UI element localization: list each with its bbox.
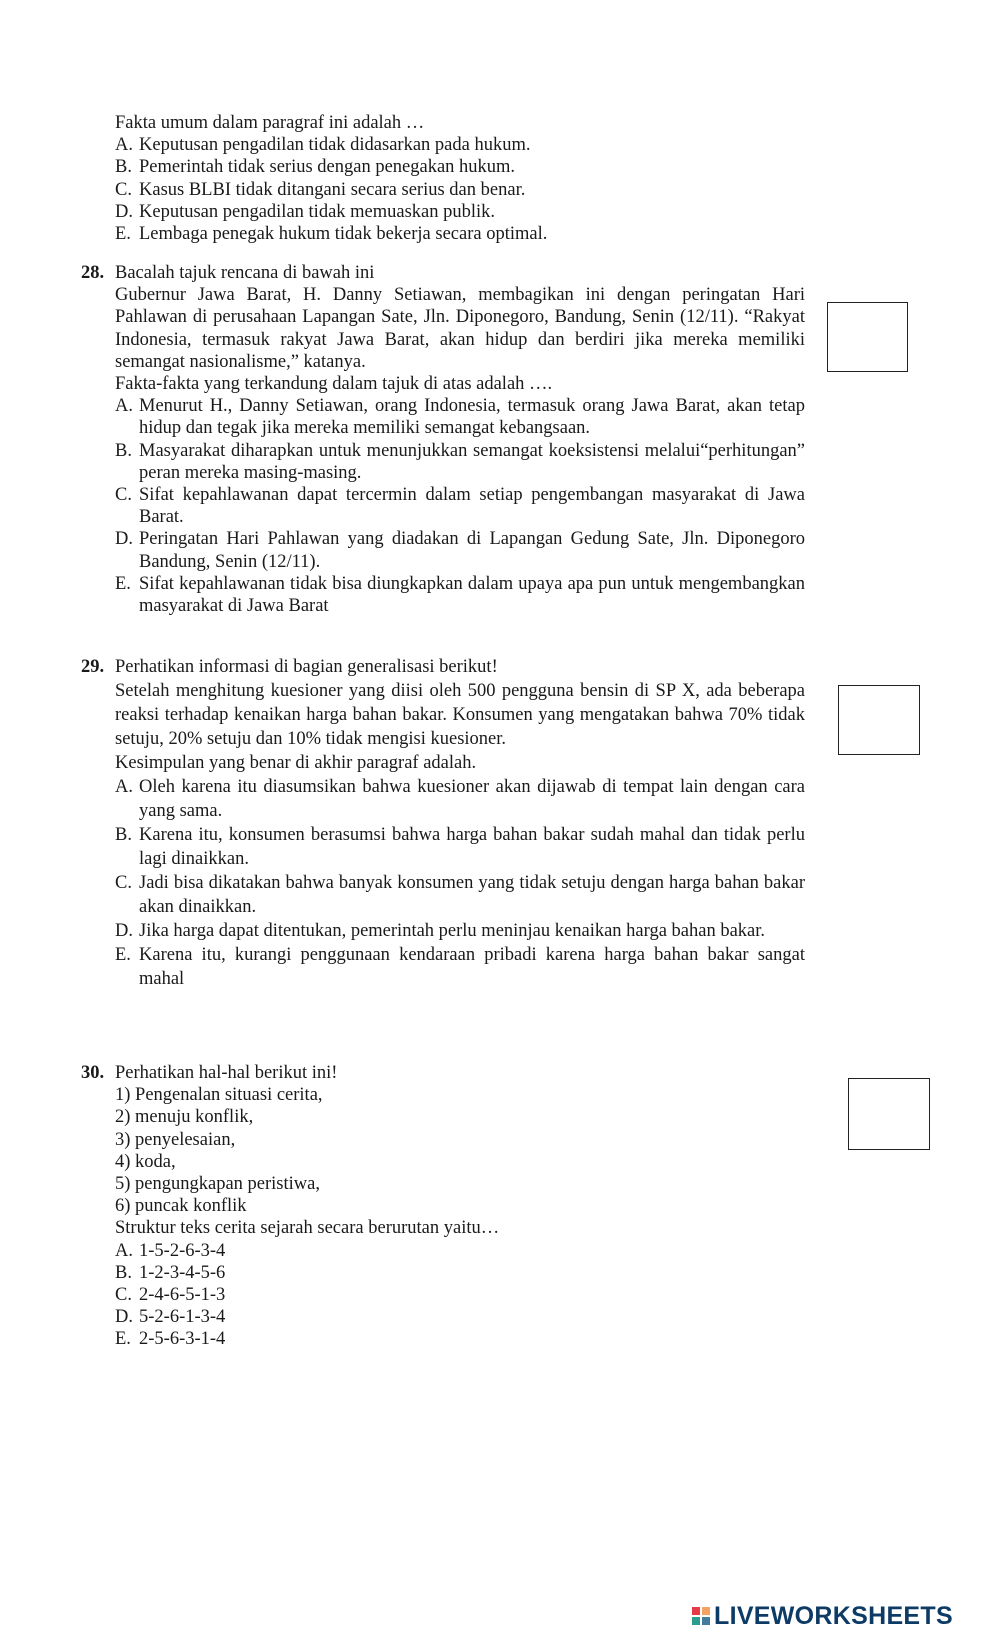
logo-square <box>692 1607 700 1615</box>
option-d: D. Jika harga dapat ditentukan, pemerintah perlu meninjau kenaikan harga bahan bakar. <box>115 921 766 941</box>
option-b: B. Pemerintah tidak serius dengan penegakan hukum. <box>115 157 516 178</box>
answer-box-28[interactable] <box>827 302 908 372</box>
list-item: 4) koda, <box>115 1151 176 1172</box>
option-a: A. 1-5-2-6-3-4 <box>115 1240 226 1261</box>
list-item: 2) menuju konflik, <box>115 1107 254 1128</box>
answer-box-30[interactable] <box>848 1078 930 1150</box>
question-title: Perhatikan hal-hal berikut ini! <box>115 1063 338 1083</box>
option-a: A. Keputusan pengadilan tidak didasarkan pada hukum. <box>115 135 531 156</box>
question-29 <box>81 655 805 991</box>
question-number: 28. <box>81 263 105 283</box>
question-28 <box>81 262 805 617</box>
option-a: A. Oleh karena itu diasumsikan bahwa kuesioner akan dijawab di tempat lain dengan cara yang sama. <box>115 777 805 821</box>
logo-text: LIVEWORKSHEETS <box>714 1601 953 1630</box>
logo-square <box>702 1617 710 1625</box>
list-item: 3) penyelesaian, <box>115 1129 236 1150</box>
passage: Gubernur Jawa Barat, H. Danny Setiawan, membagikan ini dengan peringatan Hari Pahlawan di perusahaan Lapangan Sate, Jln. Diponegoro, Bandung, Senin (12/11). “Rakyat Indonesia, termasuk rakyat Jawa Barat, akan hidup dan berdiri jika mereka memiliki semangat nasionalisme,” katanya. <box>115 285 805 372</box>
question-text: Fakta-fakta yang terkandung dalam tajuk di atas adalah …. <box>115 374 553 394</box>
list-item: 5) pengungkapan peristiwa, <box>115 1173 320 1194</box>
list-item: 1) Pengenalan situasi cerita, <box>115 1085 323 1106</box>
question-title: Bacalah tajuk rencana di bawah ini <box>115 263 375 283</box>
logo-grid-icon <box>692 1607 710 1625</box>
question-text: Struktur teks cerita sejarah secara berurutan yaitu… <box>115 1218 500 1239</box>
question-title: Perhatikan informasi di bagian generalisasi berikut! <box>115 657 498 677</box>
question-27-stem: Fakta umum dalam paragraf ini adalah … <box>115 113 425 133</box>
liveworksheets-logo <box>692 1601 953 1631</box>
option-c: C. 2-4-6-5-1-3 <box>115 1284 226 1305</box>
question-27 <box>115 112 820 245</box>
option-e: E. Sifat kepahlawanan tidak bisa diungkapkan dalam upaya apa pun untuk mengembangkan masyarakat di Jawa Barat <box>115 573 805 617</box>
option-d: D. Keputusan pengadilan tidak memuaskan publik. <box>115 201 496 222</box>
option-c: C. Kasus BLBI tidak ditangani secara serius dan benar. <box>115 179 526 200</box>
option-d: D. Peringatan Hari Pahlawan yang diadakan di Lapangan Gedung Sate, Jln. Diponegoro Bandung, Senin (12/11). <box>115 529 805 572</box>
question-number: 29. <box>81 657 105 677</box>
question-30 <box>81 1062 820 1350</box>
option-e: E. 2-5-6-3-1-4 <box>115 1329 226 1350</box>
option-e: E. Karena itu, kurangi penggunaan kendaraan pribadi karena harga bahan bakar sangat mahal <box>115 945 805 989</box>
option-d: D. 5-2-6-1-3-4 <box>115 1307 226 1328</box>
option-b: B. Masyarakat diharapkan untuk menunjukkan semangat koeksistensi melalui“perhitungan” peran mereka masing-masing. <box>115 440 805 483</box>
option-b: B. 1-2-3-4-5-6 <box>115 1262 226 1283</box>
logo-square <box>692 1617 700 1625</box>
option-c: C. Jadi bisa dikatakan bahwa banyak konsumen yang tidak setuju dengan harga bahan bakar akan dinaikkan. <box>115 873 805 917</box>
answer-box-29[interactable] <box>838 685 920 755</box>
option-e: E. Lembaga penegak hukum tidak bekerja secara optimal. <box>115 223 548 244</box>
list-item: 6) puncak konflik <box>115 1196 247 1217</box>
question-number: 30. <box>81 1063 105 1083</box>
passage: Setelah menghitung kuesioner yang diisi oleh 500 pengguna bensin di SP X, ada beberapa reaksi terhadap kenaikan harga bahan bakar. Konsumen yang mengatakan bahwa 70% tidak setuju, 20% setuju dan 10% tidak mengisi kuesioner. <box>115 681 805 749</box>
logo-square <box>702 1607 710 1615</box>
option-c: C. Sifat kepahlawanan dapat tercermin dalam setiap pengembangan masyarakat di Jawa Barat. <box>115 485 805 528</box>
option-b: B. Karena itu, konsumen berasumsi bahwa harga bahan bakar sudah mahal dan tidak perlu lagi dinaikkan. <box>115 825 805 869</box>
option-a: A. Menurut H., Danny Setiawan, orang Indonesia, termasuk orang Jawa Barat, akan tetap hidup dan tegak jika mereka memiliki semangat kebangsaan. <box>115 396 805 439</box>
question-text: Kesimpulan yang benar di akhir paragraf adalah. <box>115 753 477 773</box>
